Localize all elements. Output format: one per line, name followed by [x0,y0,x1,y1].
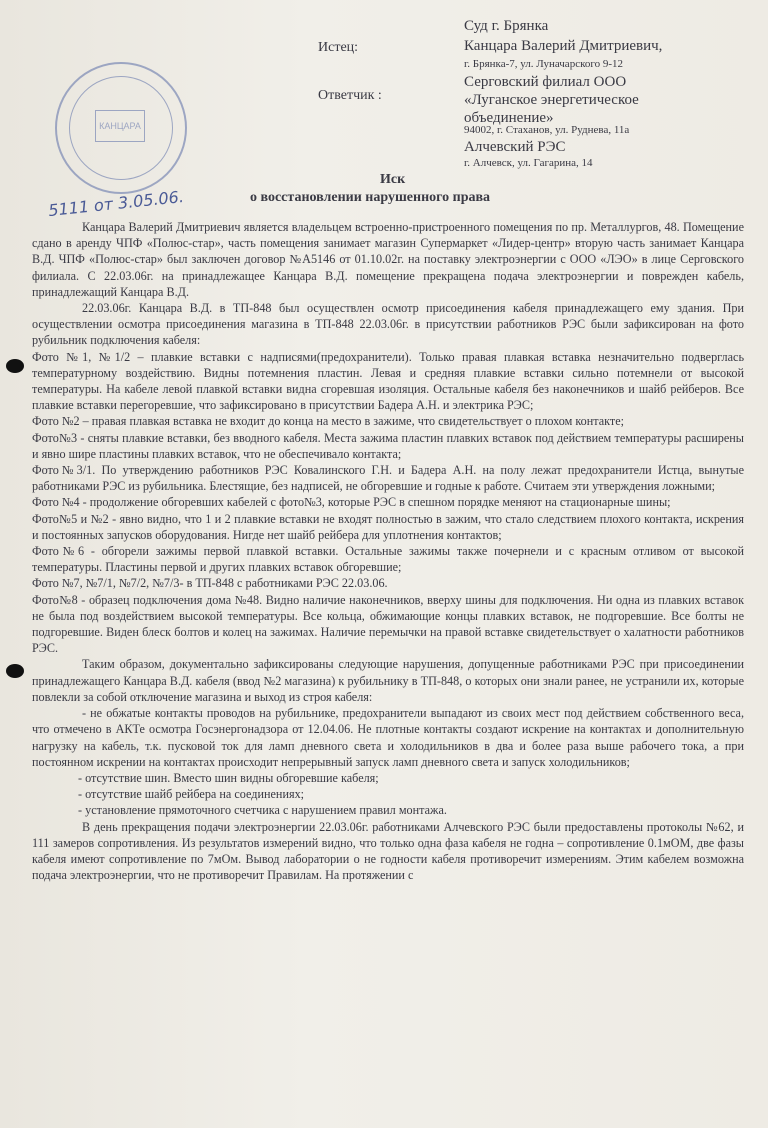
plaintiff-label: Истец: [318,40,359,55]
plaintiff-name: Канцара Валерий Дмитриевич, [464,38,663,54]
respondent-line1: Серговский филиал ООО [464,74,627,90]
paragraph-2: 22.03.06г. Канцара В.Д. в ТП-848 был осуществлен осмотр присоединения кабеля принадлежащего ему здания. При осуществлении осмотра присоединения магазина в ТП-848 22.03.06г. в присутствии работников РЭС были зафиксирован на фото рубильник подключения кабеля: [32,301,744,348]
paragraph-10: Фото №7, №7/1, №7/2, №7/3- в ТП-848 с работниками РЭС 22.03.06. [32,576,388,591]
paragraph-5: Фото№3 - сняты плавкие вставки, без вводного кабеля. Места зажима пластин плавких вставок под действием температуры расширены и явно шире пластины плавких вставок, что не обеспечивало контакта; [32,430,744,461]
paragraph-9: Фото№6 - обгорели зажимы первой плавкой вставки. Остальные зажимы также почернели и с красным отливом от высокой температуры. Пластины первой и других плавких вставок обгоревшие; [32,544,744,575]
paragraph-14: В день прекращения подачи электроэнергии 22.03.06г. работниками Алчевского РЭС были предоставлены протоколы №62, и 111 замеров сопротивления. Из результатов измерений видно, что только одна фаза кабеля не годна – сопротивление 0.1мОМ, две фазы кабеля имеют сопротивление по 7мОм. Вывод лаборатории о не годности кабеля противоречит измерениям. Этим кабелем возможна подача электроэнергии, что не противоречит Правилам. На протяжении с [32,819,744,883]
court-name: Суд г. Брянка [464,18,549,34]
list-item-2: - отсутствие шайб рейбера на соединениях; [78,787,305,802]
paragraph-11: Фото№8 - образец подключения дома №48. Видно наличие наконечников, вверху шины для подключения. Ни одна из плавких вставок не была под воздействием высокой температуры. Все кольца, обжимающие концы плавких вставок, не подгоревшие. Все болты не подгоревшие. Виден блеск болтов и колец на зажимах. Наличие перемычки на правой вставке свидетельствует о халатности работников РЭС. [32,592,744,656]
list-item-1: - отсутствие шин. Вместо шин видны обгоревшие кабеля; [78,770,379,785]
handwritten-registration-note: 5111 от 3.05.06. [47,186,185,221]
margin-ink-dot-1 [6,359,24,373]
stamp-text: КАНЦАРА [99,121,141,131]
list-item-3: - установление прямоточного счетчика с нарушением правил монтажа. [78,803,447,818]
plaintiff-address: г. Брянка-7, ул. Луначарского 9-12 [464,58,624,70]
document-title: Иск [380,172,406,187]
respondent-address: 94002, г. Стаханов, ул. Руднева, 11а [464,124,630,136]
respondent2-address: г. Алчевск, ул. Гагарина, 14 [464,157,593,169]
respondent-label: Ответчик : [318,88,382,103]
paragraph-1: Канцара Валерий Дмитриевич является владельцем встроенно-пристроенного помещения по пр. Металлургов, 48. Помещение сдано в аренду ЧПФ «Полюс-стар», часть помещения занимает магазин Супермаркет «Лидер-центр» вторую часть занимает Канцара В.Д. ЧПФ «Полюс-стар» был заключен договор №А5146 от 01.10.02г. на поставку электроэнергии с ООО «ЛЭО» в лице Серговского филиала. С 22.03.06г. на принадлежащее Канцара В.Д. помещение прекращена подача электроэнергии и поврежден кабель, принадлежащий Канцара В.Д. [32,220,744,299]
stamp-center [95,110,145,142]
paragraph-6: Фото№3/1. По утверждению работников РЭС Ковалинского Г.Н. и Бадера А.Н. на полу лежат предохранители Истца, вынутые работниками РЭС из рубильника. Блестящие, без надписей, не обгоревшие и годные к работе. Считаем эти утверждения ложными; [32,463,744,494]
respondent2-name: Алчевский РЭС [464,139,566,155]
respondent-line3: объединение» [464,110,554,126]
document-body [32,219,744,883]
paragraph-3: Фото №1, №1/2 – плавкие вставки с надписями(предохранители). Только правая плавкая вставка незначительно подверглась температурному воздействию. Видны потемнения пластин. Левая и средняя плавкие вставки сильно потемнели от высокой температуры. На кабеле левой плавкой вставки видна сгоревшая изоляция. Остальные кабеля без наконечников и шайб рейберов. Все плавкие вставки перегоревшие, что зафиксировано в присутствии Бадера А.Н. и электрика РЭС; [32,349,744,413]
respondent-line2: «Луганское энергетическое [464,92,639,108]
paragraph-7: Фото №4 - продолжение обгоревших кабелей с фото№3, которые РЭС в спешном порядке меняют на стационарные шины; [32,495,671,510]
round-stamp [55,62,187,194]
paragraph-12: Таким образом, документально зафиксированы следующие нарушения, допущенные работниками РЭС при присоединении принадлежащего Канцара В.Д. кабеля (ввод №2 магазина) к рубильнику в ТП-848, о которых они знали ранее, не устранили их, которые повлекли за собой отключение магазина и выход из строя кабеля: [32,657,744,704]
paragraph-13: - не обжатые контакты проводов на рубильнике, предохранители выпадают из своих мест под действием собственного веса, что отмечено в АКТе осмотра Госэнергонадзора от 12.04.06. Не плотные контакты создают искрение на контактах и дополнительную нагрузку на кабель, т.к. пусковой ток для ламп дневного света и холодильников в два и более раза выше рабочего тока, а при постоянном искрении на контактах происходит непрерывный запуск ламп дневного света и запуск холодильников; [32,706,744,769]
margin-ink-dot-2 [6,664,24,678]
paragraph-8: Фото№5 и №2 - явно видно, что 1 и 2 плавкие вставки не входят полностью в зажим, что стало следствием плохого контакта, искрения и постоянных запусков оборудования. Нигде нет шайб рейбера для уплотнения контактов; [32,511,744,542]
paragraph-4: Фото №2 – правая плавкая вставка не входит до конца на место в зажиме, что свидетельствует о плохом контакте; [32,414,625,429]
document-subtitle: о восстановлении нарушенного права [250,190,491,205]
